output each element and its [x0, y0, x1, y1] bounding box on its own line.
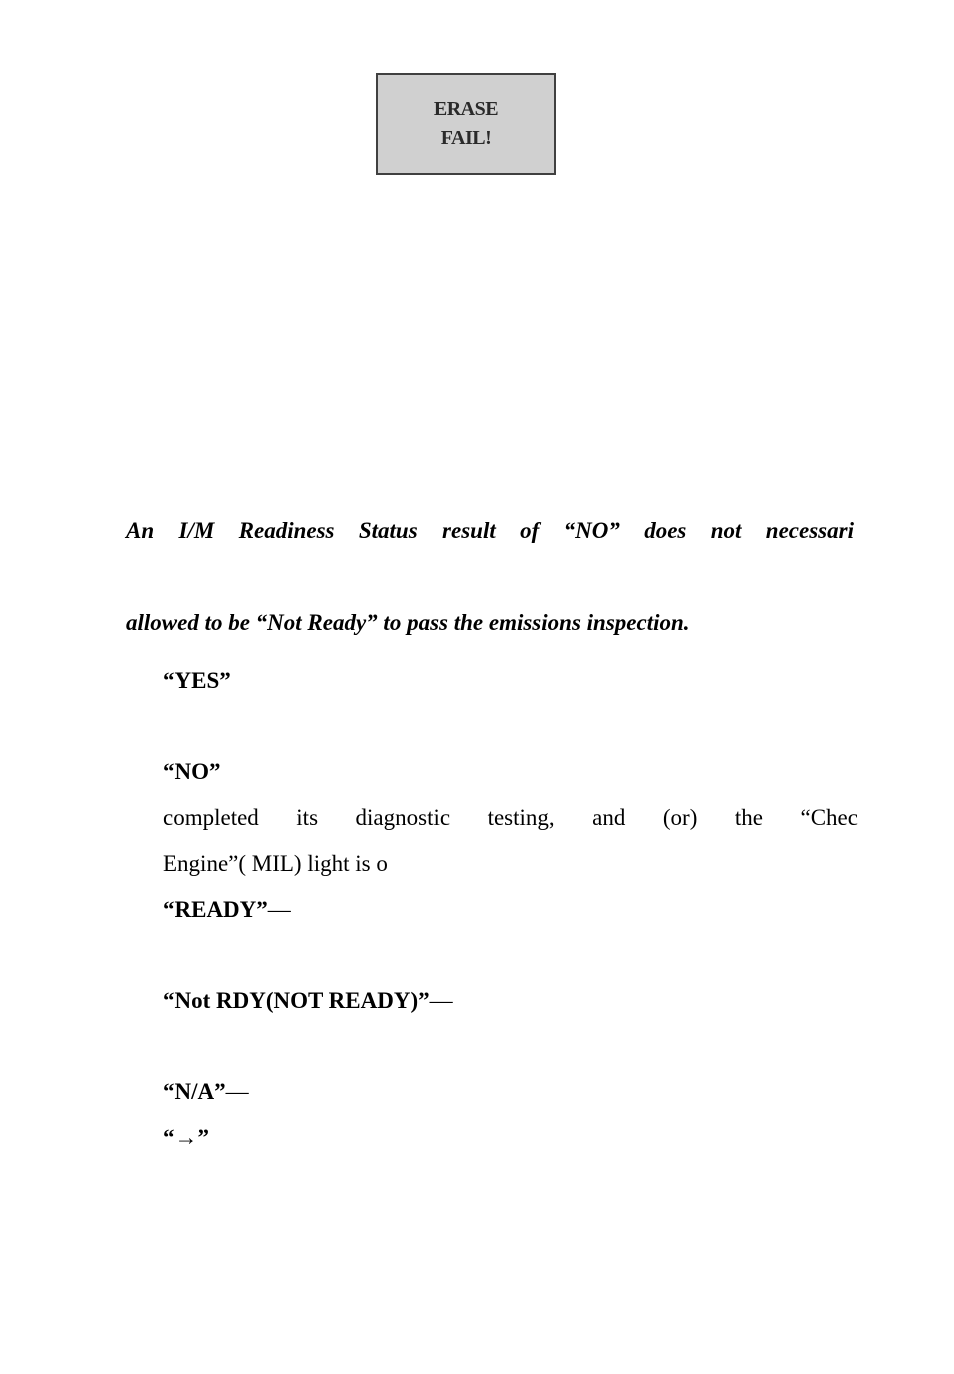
dash: — — [267, 897, 291, 922]
note-word: “NO” — [563, 518, 620, 543]
screen-line-2: FAIL! — [440, 127, 492, 149]
desc-word: and — [592, 805, 626, 830]
note-word: necessari — [765, 518, 854, 543]
desc-word: testing, — [487, 805, 555, 830]
note-word: I/M — [178, 518, 215, 543]
status-yes-label: “YES” — [163, 668, 231, 693]
desc-word: completed — [163, 805, 259, 830]
desc-word: the — [734, 805, 763, 830]
note-word: Status — [358, 518, 418, 543]
note-word: does — [644, 518, 687, 543]
status-na-label: “N/A” — [163, 1079, 226, 1104]
status-no-label: “NO” — [163, 759, 221, 784]
status-not-ready-label: “Not RDY(NOT READY)” — [163, 988, 430, 1013]
screen-line-1: ERASE — [433, 98, 499, 120]
status-na-item — [163, 1077, 249, 1107]
desc-word: “Chec — [800, 805, 858, 830]
dash: — — [225, 1079, 249, 1104]
note-word: of — [520, 518, 540, 543]
note-line-1 — [126, 516, 854, 546]
note-word: Readiness — [238, 518, 335, 543]
note-word: result — [442, 518, 496, 543]
no-description-line-2: Engine”( MIL) light is o — [163, 851, 388, 876]
erase-fail-screen — [376, 73, 556, 175]
desc-word: (or) — [662, 805, 698, 830]
status-not-ready-item — [163, 986, 453, 1016]
status-ready-item — [163, 895, 291, 925]
note-line-2: allowed to be “Not Ready” to pass the emissions inspection. — [126, 610, 690, 635]
note-word: not — [710, 518, 742, 543]
status-arrow-label: “→” — [163, 1125, 209, 1150]
dash: — — [429, 988, 453, 1013]
status-ready-label: “READY” — [163, 897, 268, 922]
desc-word: its — [296, 805, 319, 830]
desc-word: diagnostic — [355, 805, 451, 830]
no-description-line-1 — [163, 803, 858, 833]
note-word: An — [126, 518, 155, 543]
